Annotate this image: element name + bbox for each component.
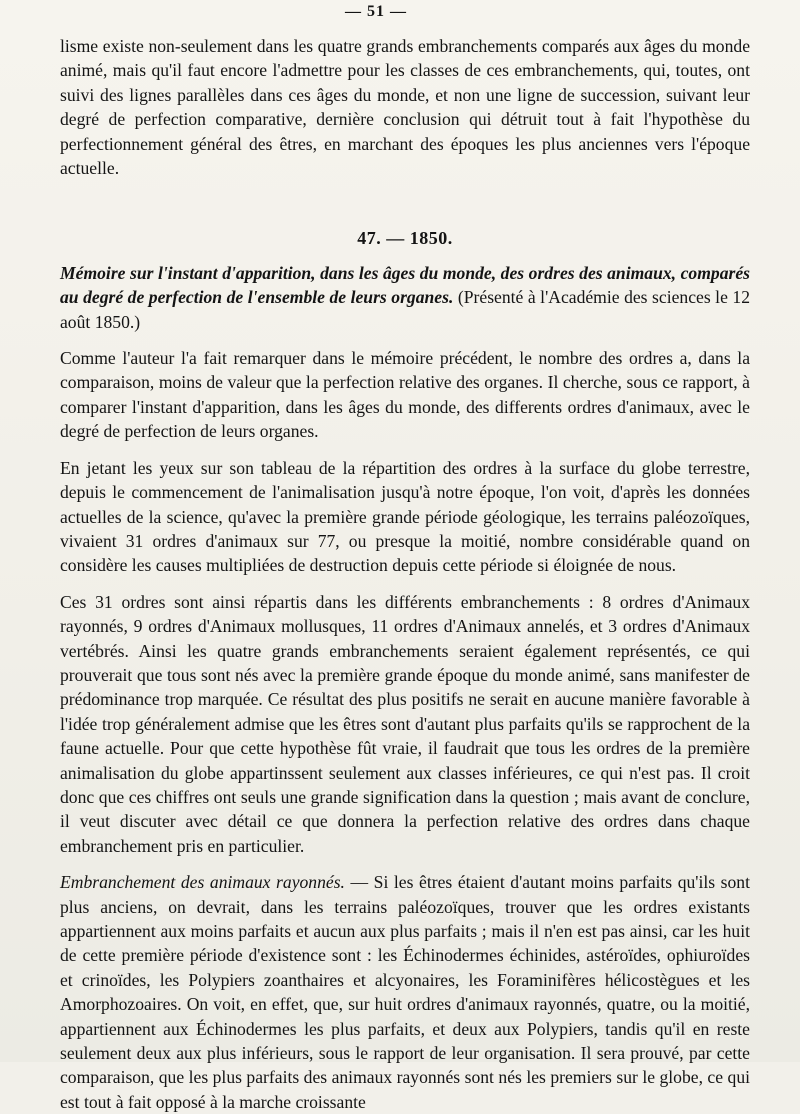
paragraph-4-text: — Si les êtres étaient d'autant moins parfaits qu'ils sont plus anciens, on devrait, dans les terrains paléozoïques, trouver que les ordres existants appartiennent aux moins parfaits et aucun aux plus parfaits ; mais il n'en est pas ainsi, car les huit de cette première période d'existence sont : les Échinodermes échinides, astéroïdes, ophiuroïdes et crinoïdes, les Polypiers zoanthaires et alcyonaires, les Foraminifères hélicostègues et les Amorphozoaires. On voit, en effet, que, sur huit ordres d'animaux rayonnés, quatre, ou la moitié, appartiennent aux Échinodermes les plus parfaits, et deux aux Polypiers, tandis qu'il en reste seulement deux aux plus inférieurs, sous le rapport de leur organisation. Il sera prouvé, par cette comparaison, que les plus parfaits des animaux rayonnés sont nés les premiers sur le globe, ce qui est tout à fait opposé à la marche croissante <box>60 872 750 1112</box>
abstract-note: (Présenté à l'Académie des sciences le 12 août 1850.) <box>60 287 750 332</box>
page-number: — 51 — <box>345 3 407 20</box>
paragraph-4 <box>60 870 750 1114</box>
paragraph-intro: lisme existe non-seulement dans les quatre grands embranchements comparés aux âges du monde animé, mais qu'il faut encore l'admettre pour les classes de ces embranchements, qui, toutes, ont suivi des lignes parallèles dans ces âges du monde, et non une ligne de succession, suivant leur degré de perfection comparative, dernière conclusion qui détruit tout à fait l'hypothèse du perfectionnement général des êtres, en marchant des époques les plus anciennes vers l'époque actuelle. <box>60 36 750 179</box>
abstract <box>60 261 750 334</box>
paragraph-4-lead: Embranchement des animaux rayonnés. <box>60 872 345 893</box>
section-heading: 47. — 1850. <box>357 228 453 249</box>
abstract-title: Mémoire sur l'instant d'apparition, dans les âges du monde, des ordres des animaux, comparés au degré de perfection de l'ensemble de leurs organes. <box>60 262 750 308</box>
page-body <box>60 34 750 1114</box>
paragraph-2: En jetant les yeux sur son tableau de la répartition des ordres à la surface du globe terrestre, depuis le commencement de l'animalisation jusqu'à notre époque, l'on voit, d'après les données actuelles de la science, qu'avec la première grande période géologique, les terrains paléozoïques, vivaient 31 ordres d'animaux sur 77, ou presque la moitié, nombre considérable quand on considère les causes multipliées de destruction depuis cette période si éloignée de nous. <box>60 457 750 576</box>
paragraph-1: Comme l'auteur l'a fait remarquer dans le mémoire précédent, le nombre des ordres a, dans la comparaison, moins de valeur que la perfection relative des organes. Il cherche, sous ce rapport, à comparer l'instant d'apparition, dans les âges du monde, des differents ordres d'animaux, avec le degré de perfection de leurs organes. <box>60 348 750 442</box>
paragraph-3: Ces 31 ordres sont ainsi répartis dans les différents embranchements : 8 ordres d'Animaux rayonnés, 9 ordres d'Animaux mollusques, 11 ordres d'Animaux annelés, et 3 ordres d'Animaux vertébrés. Ainsi les quatre grands embranchements seraient également représentés, ce qui prouverait que tous sont nés avec la première grande époque du monde animé, sans manifester de prédominance trop marquée. Ce résultat des plus positifs ne serait en aucune manière favorable à l'idée trop généralement admise que les êtres sont d'autant plus parfaits qu'ils se rapprochent de la faune actuelle. Pour que cette hypothèse fût vraie, il faudrait que tous les ordres de la première animalisation du globe appartinssent seulement aux classes inférieures, ce qui n'est pas. Il croit donc que ces chiffres ont seuls une grande signification dans la question ; mais avant de conclure, il veut discuter avec détail ce que donnera la perfection relative des ordres dans chaque embranchement pris en particulier. <box>60 591 750 856</box>
